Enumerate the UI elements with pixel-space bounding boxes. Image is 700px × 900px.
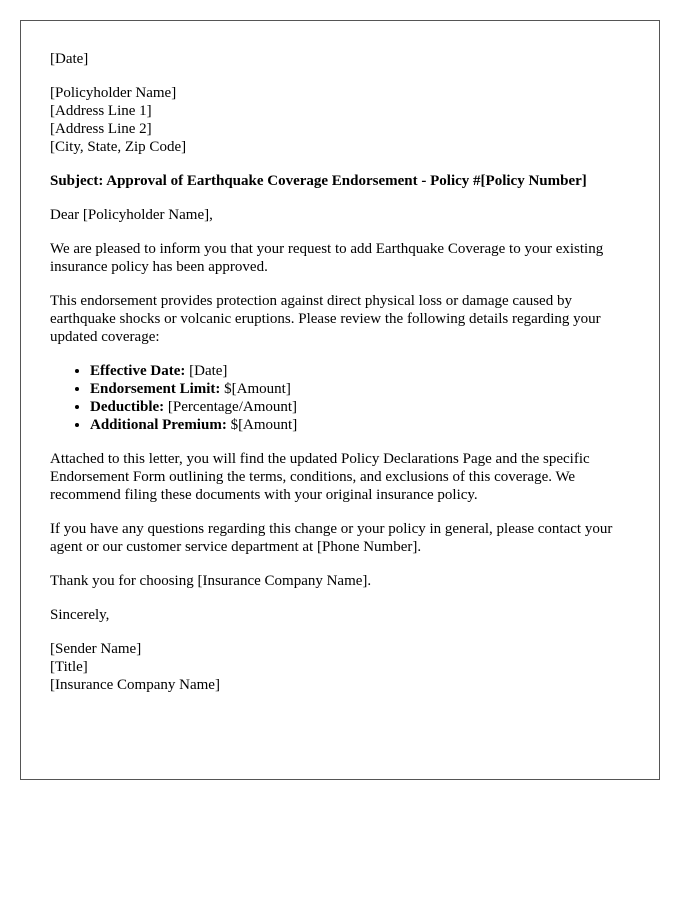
letter-closing: Sincerely, [50,607,110,623]
sender-name: [Sender Name] [50,641,142,657]
recipient-address-line-1: [Address Line 1] [50,103,152,119]
sender-company: [Insurance Company Name] [50,677,220,693]
letter-paragraph-approval: We are pleased to inform you that your request to add Earthquake Coverage to your existing insurance policy has been approved. [50,241,604,275]
letter-paragraph-attachments: Attached to this letter, you will find the updated Policy Declarations Page and the specific Endorsement Form outlining the terms, conditions, and exclusions of this coverage. We recommend filing these documents with your original insurance policy. [50,451,590,503]
letter-page [20,20,660,780]
detail-label: Effective Date: [90,363,186,379]
letter-paragraph-contact: If you have any questions regarding this change or your policy in general, please contact your agent or our customer service department at [Phone Number]. [50,521,613,555]
recipient-city-state-zip: [City, State, Zip Code] [50,139,187,155]
detail-label: Endorsement Limit: [90,381,221,397]
coverage-details-list [50,362,640,434]
detail-value: [Date] [185,363,228,379]
detail-label: Additional Premium: [90,417,227,433]
detail-value: $[Amount] [220,381,291,397]
detail-deductible [90,398,640,416]
sender-title: [Title] [50,659,88,675]
detail-additional-premium [90,416,640,434]
recipient-address [50,84,640,156]
detail-label: Deductible: [90,399,165,415]
detail-value: $[Amount] [226,417,298,433]
detail-effective-date [90,362,640,380]
letter-salutation: Dear [Policyholder Name], [50,207,213,223]
recipient-address-line-2: [Address Line 2] [50,121,152,137]
detail-value: [Percentage/Amount] [164,399,298,415]
letter-paragraph-coverage: This endorsement provides protection against direct physical loss or damage caused by earthquake shocks or volcanic eruptions. Please review the following details regarding your updated coverage: [50,293,601,345]
detail-endorsement-limit [90,380,640,398]
letter-subject: Subject: Approval of Earthquake Coverage Endorsement - Policy #[Policy Number] [50,173,587,189]
letter-body [50,50,640,694]
letter-date: [Date] [50,51,89,67]
recipient-name: [Policyholder Name] [50,85,177,101]
signature-block [50,640,640,694]
letter-paragraph-thanks: Thank you for choosing [Insurance Company Name]. [50,573,372,589]
